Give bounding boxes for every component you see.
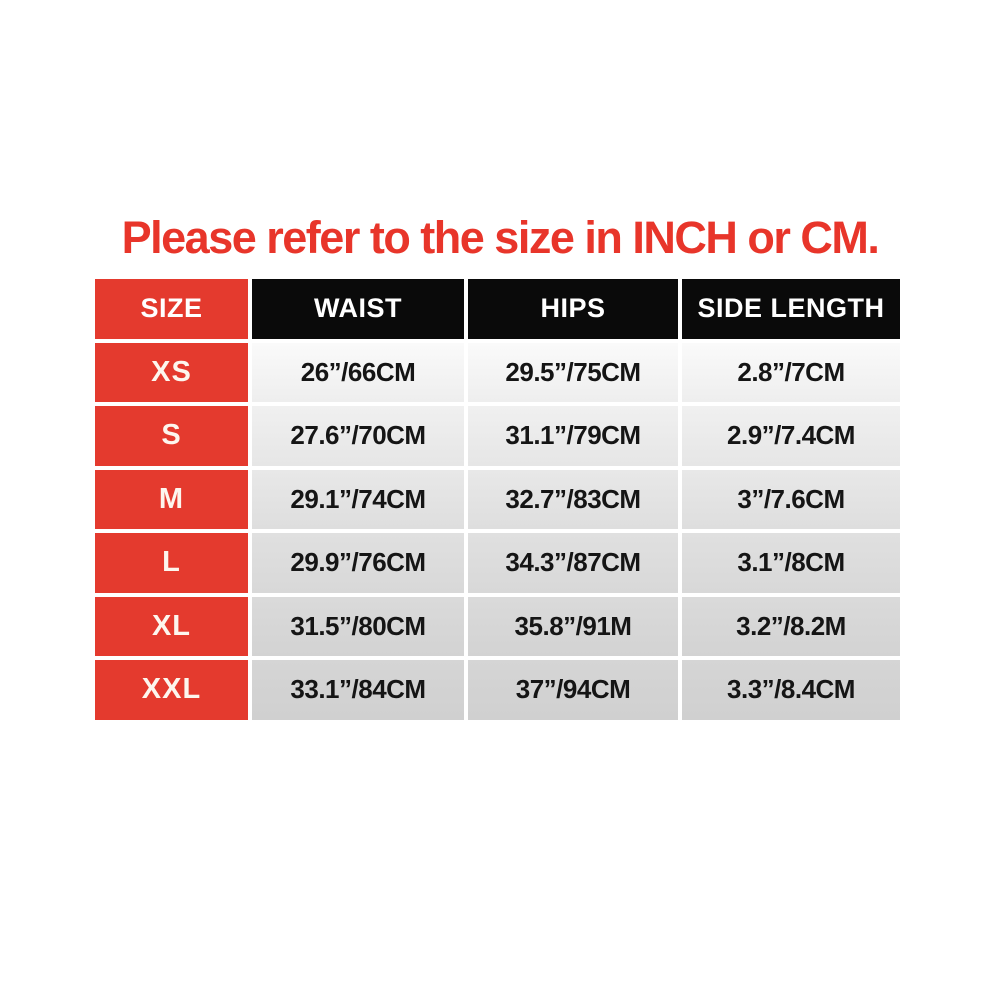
column-header-side-length: SIDE LENGTH	[682, 279, 900, 339]
side-length-value-xl: 3.2”/8.2M	[682, 597, 900, 657]
hips-value-s: 31.1”/79CM	[468, 406, 678, 466]
size-label-m: M	[95, 470, 248, 530]
side-length-value-m: 3”/7.6CM	[682, 470, 900, 530]
size-label-s: S	[95, 406, 248, 466]
column-header-waist: WAIST	[252, 279, 464, 339]
size-label-xs: XS	[95, 343, 248, 403]
side-length-value-l: 3.1”/8CM	[682, 533, 900, 593]
hips-value-xxl: 37”/94CM	[468, 660, 678, 720]
hips-value-xl: 35.8”/91M	[468, 597, 678, 657]
hips-value-l: 34.3”/87CM	[468, 533, 678, 593]
waist-value-s: 27.6”/70CM	[252, 406, 464, 466]
hips-value-xs: 29.5”/75CM	[468, 343, 678, 403]
side-length-value-s: 2.9”/7.4CM	[682, 406, 900, 466]
size-label-l: L	[95, 533, 248, 593]
waist-value-xs: 26”/66CM	[252, 343, 464, 403]
hips-value-m: 32.7”/83CM	[468, 470, 678, 530]
size-label-xl: XL	[95, 597, 248, 657]
side-length-value-xs: 2.8”/7CM	[682, 343, 900, 403]
waist-value-xl: 31.5”/80CM	[252, 597, 464, 657]
side-length-value-xxl: 3.3”/8.4CM	[682, 660, 900, 720]
waist-value-m: 29.1”/74CM	[252, 470, 464, 530]
waist-value-xxl: 33.1”/84CM	[252, 660, 464, 720]
column-header-size: SIZE	[95, 279, 248, 339]
column-header-hips: HIPS	[468, 279, 678, 339]
size-label-xxl: XXL	[95, 660, 248, 720]
size-chart-table	[95, 279, 900, 720]
waist-value-l: 29.9”/76CM	[252, 533, 464, 593]
page-title: Please refer to the size in INCH or CM.	[121, 212, 879, 263]
